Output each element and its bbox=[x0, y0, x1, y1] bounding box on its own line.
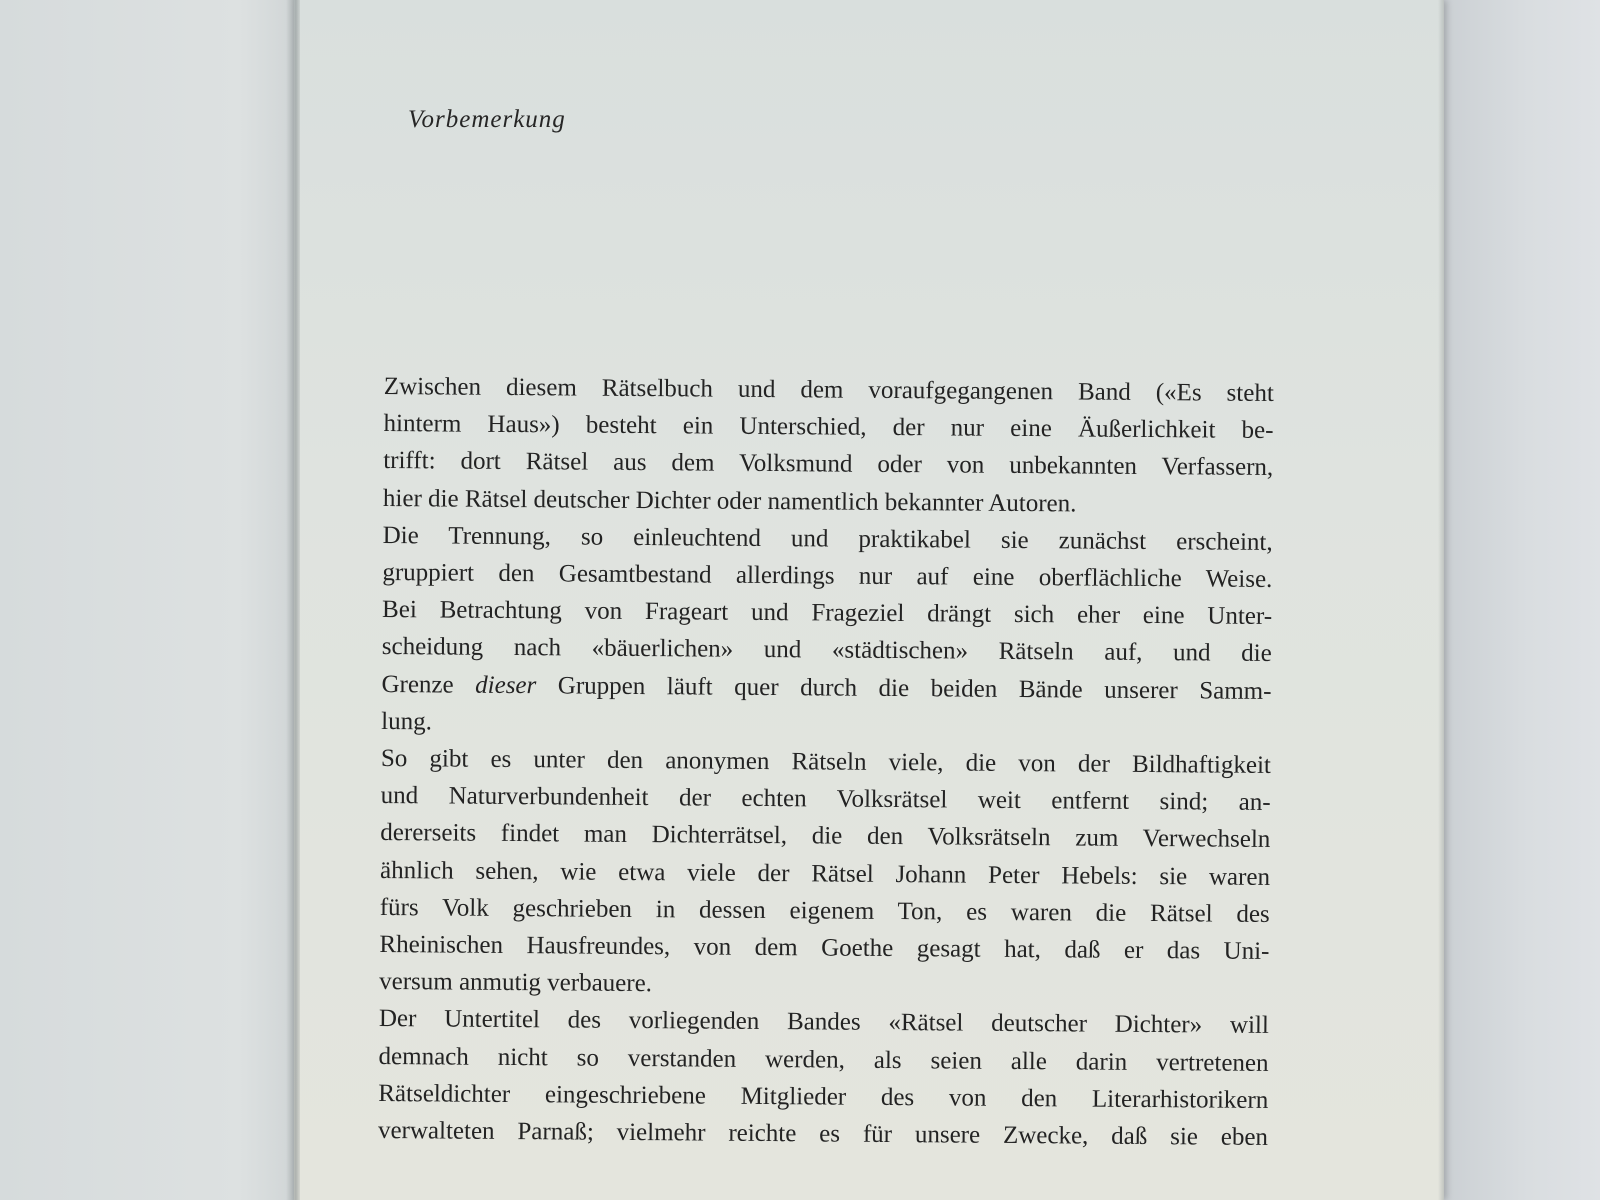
text-line: scheidung nach «bäuerlichen» und «städtischen» Rätseln auf, und die bbox=[381, 633, 1272, 668]
text-line: dererseits findet man Dichterrätsel, die den Volksrätseln zum Verwechseln bbox=[380, 819, 1271, 854]
text-line: gruppiert den Gesamtbestand allerdings nur auf eine oberflächliche Weise. bbox=[382, 559, 1273, 593]
text-line: trifft: dort Rätsel aus dem Volksmund oder von unbekannten Verfassern, bbox=[383, 447, 1274, 482]
text-line: ähnlich sehen, wie etwa viele der Rätsel Johann Peter Hebels: sie waren bbox=[379, 856, 1271, 891]
text-line: versum anmutig verbauere. bbox=[379, 968, 653, 998]
left-page bbox=[0, 0, 300, 1200]
text-segment: Grenze bbox=[381, 670, 476, 699]
text-line: So gibt es unter den anonymen Rätseln viele, die von der Bildhaftigkeit bbox=[380, 745, 1272, 780]
text-line: hier die Rätsel deutscher Dichter oder namentlich bekannter Autoren. bbox=[382, 484, 1077, 518]
body-text bbox=[378, 368, 1274, 1156]
text-line: Bei Betrachtung von Frageart und Frageziel drängt sich eher eine Unter- bbox=[381, 596, 1273, 631]
text-line: hinterm Haus») besteht ein Unterschied, der nur eine Äußerlichkeit be- bbox=[383, 410, 1274, 445]
background bbox=[1420, 0, 1600, 1200]
text-line: Rheinischen Hausfreundes, von dem Goethe gesagt hat, daß er das Uni- bbox=[379, 931, 1270, 966]
page-heading: Vorbemerkung bbox=[408, 106, 566, 133]
text-line: Die Trennung, so einleuchtend und praktikabel sie zunächst erscheint, bbox=[382, 521, 1273, 556]
emphasized-word: dieser bbox=[475, 671, 537, 699]
text-line: lung. bbox=[381, 707, 433, 736]
text-line: fürs Volk geschrieben in dessen eigenem Ton, es waren die Rätsel des bbox=[379, 893, 1270, 928]
text-line bbox=[381, 666, 1271, 710]
text-line: Zwischen diesem Rätselbuch und dem voraufgegangenen Band («Es steht bbox=[383, 372, 1274, 407]
book-gutter bbox=[286, 0, 300, 1200]
text-segment: Gruppen läuft quer durch die beiden Bände unserer Samm- bbox=[536, 671, 1272, 705]
text-line: und Naturverbundenheit der echten Volksrätsel weit entfernt sind; an- bbox=[380, 782, 1271, 817]
text-line: Der Untertitel des vorliegenden Bandes «Rätsel deutscher Dichter» will bbox=[378, 1005, 1269, 1040]
text-line: Rätseldichter eingeschriebene Mitglieder des von den Literarhistorikern bbox=[378, 1079, 1269, 1114]
text-line: demnach nicht so verstanden werden, als seien alle darin vertretenen bbox=[378, 1042, 1269, 1077]
text-line: verwalteten Parnaß; vielmehr reichte es für unsere Zwecke, daß sie eben bbox=[377, 1117, 1269, 1152]
